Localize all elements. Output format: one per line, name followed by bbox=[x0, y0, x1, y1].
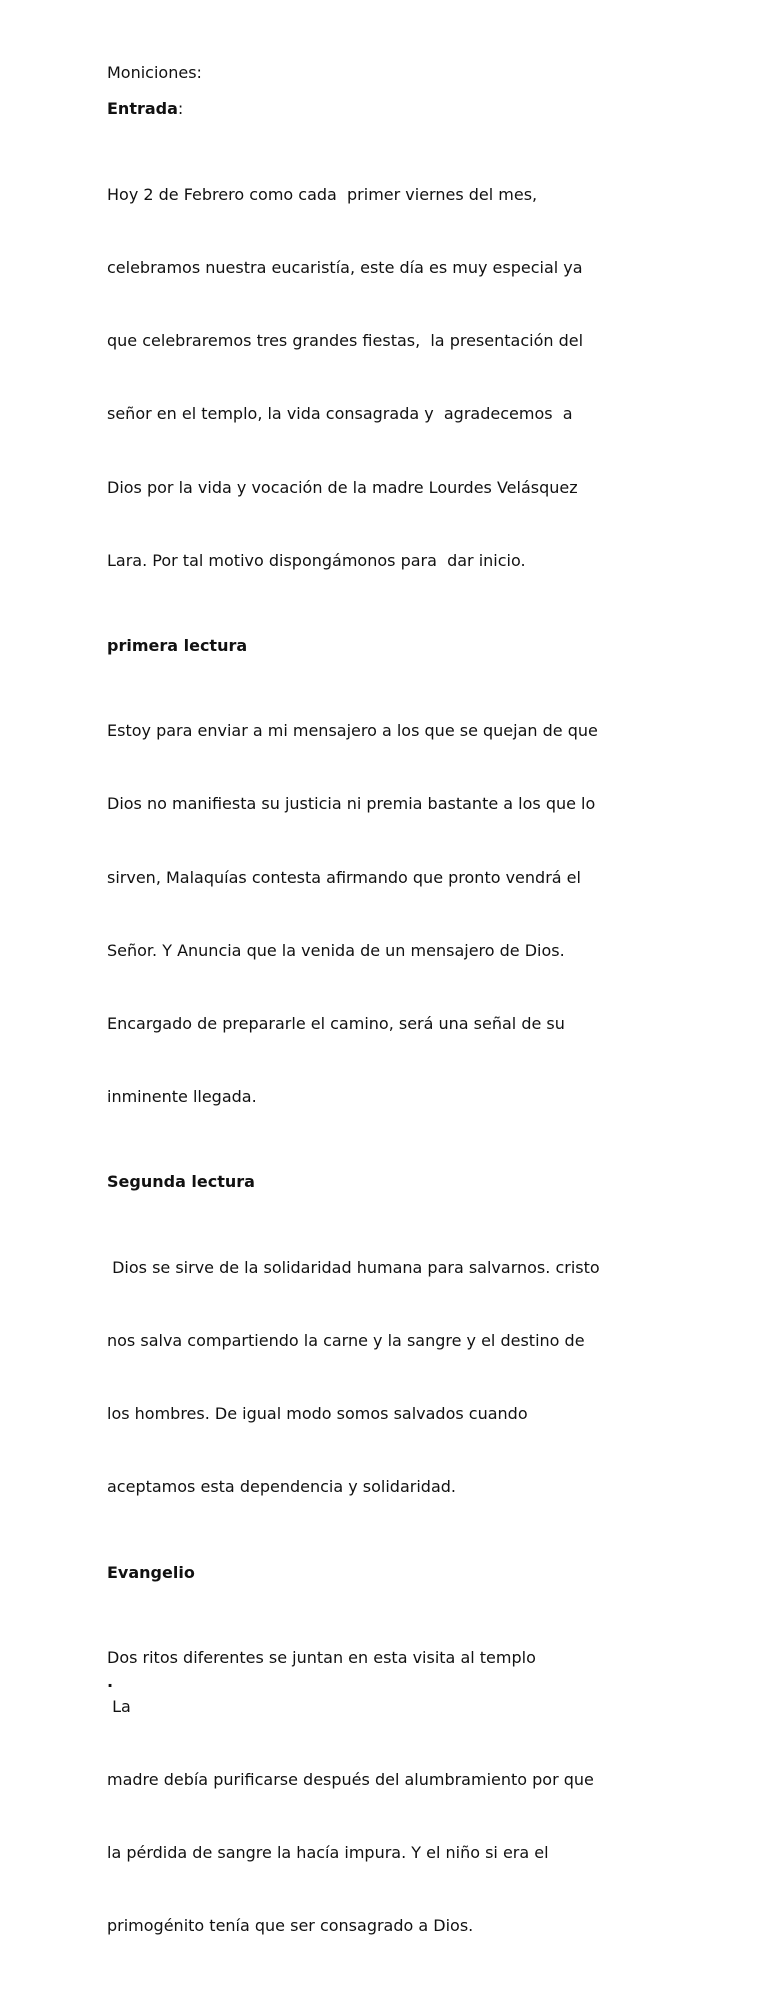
entrada-colon: : bbox=[177, 99, 184, 119]
paragraph-line: que celebraremos tres grandes fiestas, la presentación del bbox=[107, 331, 584, 351]
paragraph-line: Señor. Y Anuncia que la venida de un mensajero de Dios. bbox=[107, 940, 565, 960]
paragraph-line: Lara. Por tal motivo dispongámonos para dar inicio. bbox=[107, 550, 526, 570]
section-heading-entrada bbox=[107, 97, 667, 121]
document-page bbox=[107, 61, 667, 1999]
evangelio-line1-bold-period: . bbox=[107, 1672, 114, 1692]
paragraph-line: Encargado de prepararle el camino, será una señal de su bbox=[107, 1014, 565, 1034]
paragraph-line: sirven, Malaquías contesta afirmando que pronto vendrá el bbox=[107, 867, 581, 887]
entrada-paragraph bbox=[107, 134, 667, 622]
paragraph-line: Dios se sirve de la solidaridad humana para salvarnos. cristo bbox=[107, 1257, 600, 1277]
paragraph-line: Hoy 2 de Febrero como cada primer viernes del mes, bbox=[107, 184, 538, 204]
primera-lectura-paragraph bbox=[107, 670, 667, 1158]
paragraph-line: nos salva compartiendo la carne y la sangre y el destino de bbox=[107, 1330, 585, 1350]
section-heading-segunda-lectura: Segunda lectura bbox=[107, 1172, 255, 1192]
evangelio-line1-tail: La bbox=[107, 1696, 131, 1716]
section-heading-primera-lectura: primera lectura bbox=[107, 635, 248, 655]
paragraph-line: señor en el templo, la vida consagrada y agradecemos a bbox=[107, 404, 573, 424]
paragraph-line: celebramos nuestra eucaristía, este día es muy especial ya bbox=[107, 257, 583, 277]
paragraph-line: primogénito tenía que ser consagrado a Dios. bbox=[107, 1916, 474, 1936]
section-heading-evangelio: Evangelio bbox=[107, 1562, 195, 1582]
paragraph-line: madre debía purificarse después del alumbramiento por que bbox=[107, 1769, 594, 1789]
paragraph-line: la pérdida de sangre la hacía impura. Y el niño si era el bbox=[107, 1843, 549, 1863]
entrada-title: Entrada bbox=[107, 99, 178, 119]
intro-text: Moniciones: bbox=[107, 63, 202, 82]
paragraph-line: los hombres. De igual modo somos salvados cuando bbox=[107, 1404, 528, 1424]
segunda-lectura-paragraph bbox=[107, 1207, 667, 1549]
evangelio-paragraph bbox=[107, 1597, 667, 1988]
paragraph-line: Estoy para enviar a mi mensajero a los que se quejan de que bbox=[107, 721, 598, 741]
paragraph-line: inminente llegada. bbox=[107, 1087, 257, 1107]
paragraph-line bbox=[107, 1646, 667, 1719]
evangelio-line1-text: Dos ritos diferentes se juntan en esta visita al templo bbox=[107, 1647, 536, 1667]
paragraph-line: Dios por la vida y vocación de la madre Lourdes Velásquez bbox=[107, 477, 578, 497]
paragraph-line: aceptamos esta dependencia y solidaridad. bbox=[107, 1477, 456, 1497]
paragraph-line: Dios no manifiesta su justicia ni premia bastante a los que lo bbox=[107, 794, 596, 814]
